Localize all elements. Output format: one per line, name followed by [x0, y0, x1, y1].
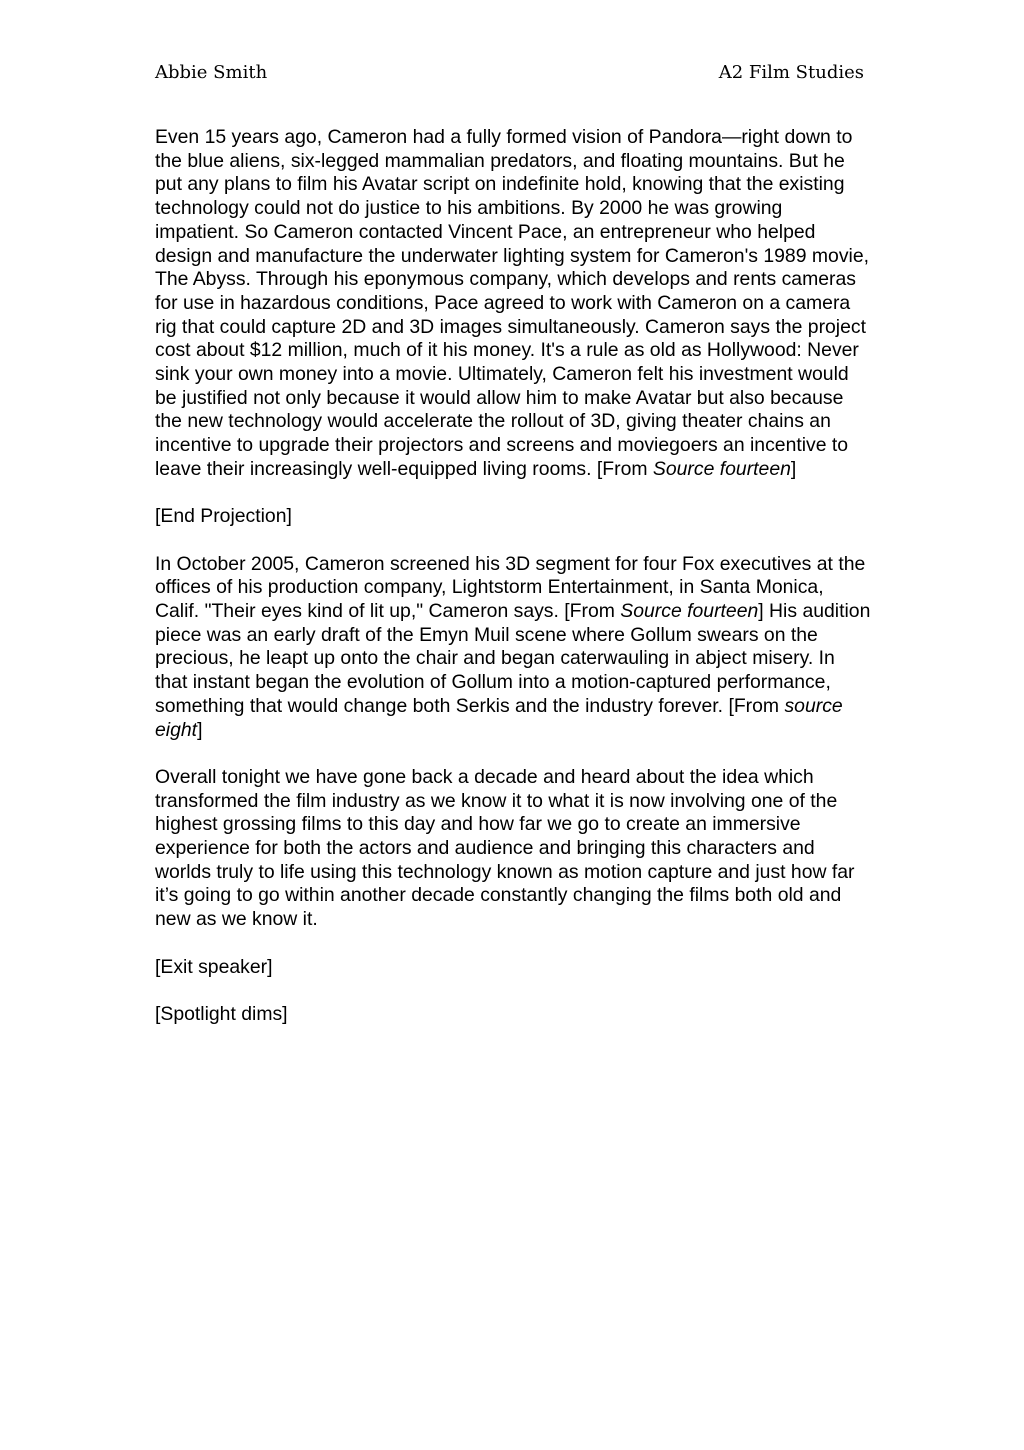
- source-citation: Source fourteen: [620, 600, 759, 623]
- paragraph-text: In October 2005, Cameron screened his 3D segment for four Fox executives at the offices of his production company, Lightstorm Entertainment, in Santa Monica, Calif. "Their eyes kind of lit up," Cameron says. [From: [155, 552, 866, 623]
- paragraph-text: Even 15 years ago, Cameron had a fully formed vision of Pandora—right down to the blue aliens, six-legged mammalian predators, and floating mountains. But he put any plans to film his Avatar script on indefinite hold, knowing that the existing technology could not do justice to his ambitions. By 2000 he was growing impatient. So Cameron contacted Vincent Pace, an entrepreneur who helped design and manufacture the underwater lighting system for Cameron's 1989 movie, The Abyss. Through his eponymous company, which develops and rents cameras for use in hazardous conditions, Pace agreed to work with Cameron on a camera rig that could capture 2D and 3D images simultaneously. Cameron says the project cost about $12 million, much of it his money. It's a rule as old as Hollywood: Never sink your own money into a movie. Ultimately, Cameron felt his investment would be justified not only because it would allow him to make Avatar but also because the new technology would accelerate the rollout of 3D, giving theater chains an incentive to upgrade their projectors and screens and moviegoers an incentive to leave their increasingly well-equipped living rooms. [From: [155, 126, 869, 480]
- paragraph-text: ] His audition piece was an early draft of the Emyn Muil scene where Gollum swears on the precious, he leapt up onto the chair and began caterwauling in abject misery. In that instant began the evolution of Gollum into a motion-captured performance, something that would change both Serkis and the industry forever. [From: [155, 600, 871, 717]
- source-citation: Source fourteen: [652, 457, 791, 480]
- stage-direction-spotlight-dims: [Spotlight dims]: [155, 1002, 288, 1025]
- source-citation: source eight: [155, 694, 843, 741]
- author-name: Abbie Smith: [155, 62, 268, 83]
- citation-close: ]: [197, 718, 203, 741]
- citation-close: ]: [790, 457, 797, 480]
- paragraph-screening-gollum: [155, 553, 871, 743]
- course-title: A2 Film Studies: [718, 62, 864, 83]
- stage-direction-end-projection: [End Projection]: [155, 505, 292, 528]
- document-body: [155, 126, 871, 1050]
- stage-direction-exit-speaker: [Exit speaker]: [155, 955, 273, 978]
- paragraph-avatar-history: [155, 126, 871, 482]
- paragraph-conclusion: Overall tonight we have gone back a decade and heard about the idea which transformed the film industry as we know it to what it is now involving one of the highest grossing films to this day and how far we go to create an immersive experience for both the actors and audience and bringing this characters and worlds truly to life using this technology known as motion capture and just how far it’s going to go within another decade constantly changing the films both old and new as we know it.: [155, 765, 855, 931]
